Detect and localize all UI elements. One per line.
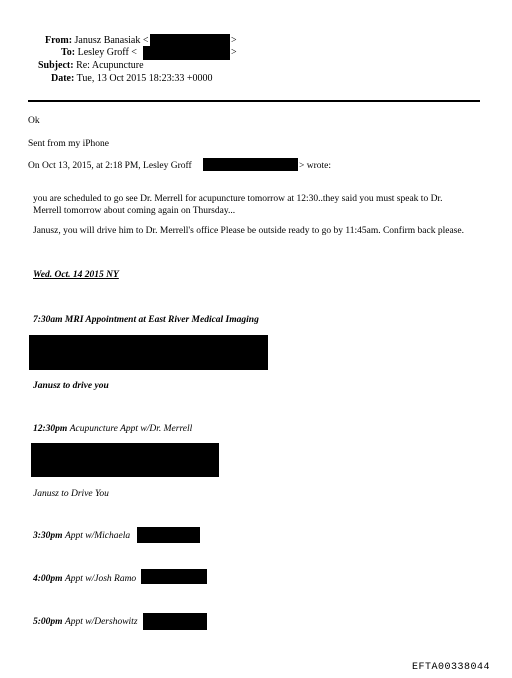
acupuncture-text: Acupuncture Appt w/Dr. Merrell: [69, 424, 193, 434]
from-value: Janusz Banasiak <: [74, 35, 149, 46]
reply-ok: Ok: [28, 116, 40, 126]
schedule-mri: 7:30am MRI Appointment at East River Medical Imaging: [33, 315, 259, 325]
appt-dershowitz-text: Appt w/Dershowitz: [64, 617, 138, 627]
redaction-quote-email: [203, 158, 298, 171]
subject-row: [38, 60, 144, 72]
redaction-block-2: [31, 443, 219, 477]
schedule-date-heading: Wed. Oct. 14 2015 NY: [33, 270, 119, 280]
document-id: EFTA00338044: [412, 662, 491, 673]
quoted-paragraph-2: Janusz, you will drive him to Dr. Merrell's office Please be outside ready to go by 11:45am. Confirm back please.: [33, 226, 464, 236]
to-value: Lesley Groff <: [77, 47, 137, 58]
schedule-appt-ramo: [33, 573, 136, 585]
redaction-block-1: [29, 335, 268, 370]
quoted-paragraph-1: you are scheduled to go see Dr. Merrell for acupuncture tomorrow at 12:30..they said you must speak to Dr. Merrell tomorrow about coming again on Thursday...: [33, 194, 443, 216]
from-row: [45, 35, 149, 47]
acupuncture-time: 12:30pm: [33, 424, 68, 434]
schedule-acupuncture: [33, 423, 192, 435]
subject-label: Subject:: [38, 60, 74, 71]
date-row: [51, 73, 213, 85]
from-suffix: >: [231, 35, 237, 46]
date-value: Tue, 13 Oct 2015 18:23:33 +0000: [76, 73, 213, 84]
appt-ramo-time: 4:00pm: [33, 574, 63, 584]
redaction-dershowitz: [143, 613, 207, 630]
schedule-appt-michaela: [33, 530, 130, 542]
appt-michaela-time: 3:30pm: [33, 531, 63, 541]
header-divider: [28, 100, 480, 102]
subject-value: Re: Acupuncture: [76, 60, 144, 71]
schedule-appt-dershowitz: [33, 616, 138, 628]
to-label: To:: [61, 47, 76, 58]
schedule-janusz-drive-1: Janusz to drive you: [33, 381, 109, 391]
redaction-michaela: [137, 527, 200, 543]
date-label: Date:: [51, 73, 75, 84]
quote-intro: On Oct 13, 2015, at 2:18 PM, Lesley Groff: [28, 161, 192, 171]
schedule-janusz-drive-2: Janusz to Drive You: [33, 489, 109, 499]
appt-ramo-text: Appt w/Josh Ramo: [64, 574, 137, 584]
reply-sent-from: Sent from my iPhone: [28, 139, 110, 149]
redaction-ramo: [141, 569, 207, 584]
to-row: [61, 47, 137, 59]
from-label: From:: [45, 35, 73, 46]
redaction-to-email: [143, 46, 230, 60]
appt-michaela-text: Appt w/Michaela: [64, 531, 131, 541]
quote-suffix: > wrote:: [299, 161, 332, 171]
appt-dershowitz-time: 5:00pm: [33, 617, 63, 627]
to-suffix: >: [231, 47, 237, 58]
